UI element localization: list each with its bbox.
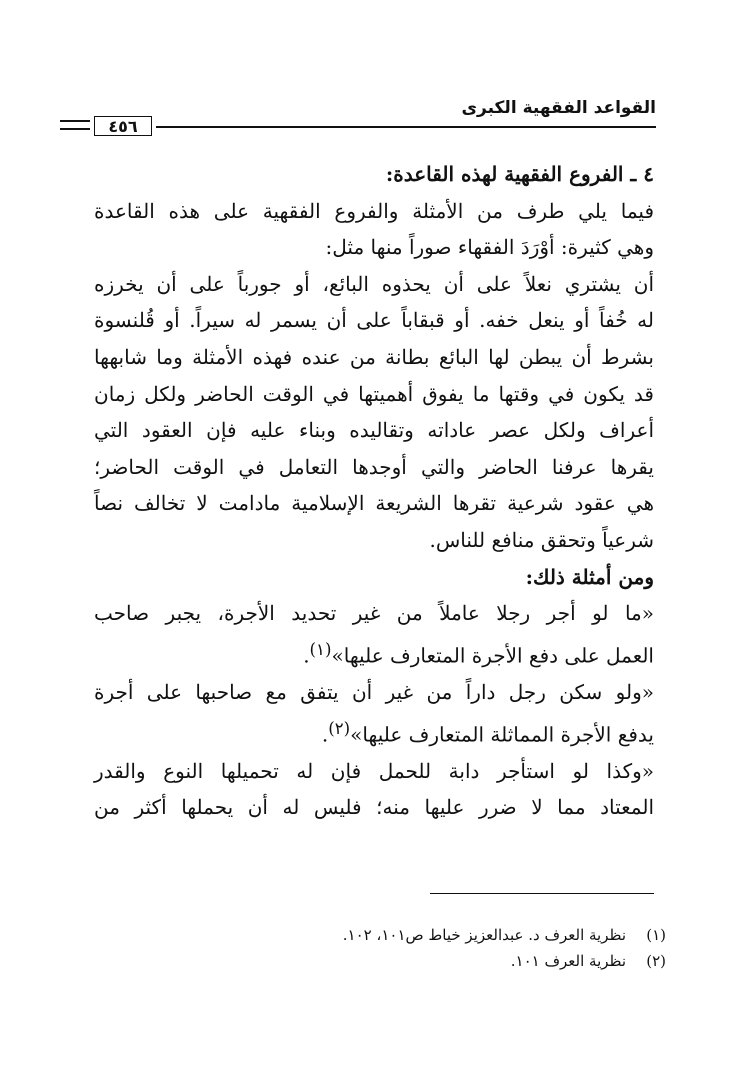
page-number: ٤٥٦	[94, 116, 152, 136]
footnote	[94, 948, 666, 974]
text-line: وهي كثيرة: أوْرَدَ الفقهاء صوراً منها مثل:	[325, 235, 654, 260]
text-line: أعراف ولكل عصر عاداته وتقاليده وبناء عليه فإن العقود التي	[94, 418, 654, 443]
header-rule	[60, 128, 90, 130]
header-rule	[156, 126, 656, 128]
running-title: القواعد الفقهية الكبرى	[461, 98, 656, 118]
footnote-text: نظرية العرف د. عبدالعزيز خياط ص١٠١، ١٠٢.	[342, 926, 626, 944]
text-line: العمل على دفع الأجرة المتعارف عليها»$^{(١)}$.	[303, 639, 654, 668]
text-line: «ولو سكن رجل داراً من غير أن يتفق مع صاحبها على أجرة	[94, 679, 654, 704]
footnote	[94, 922, 666, 948]
text-line: يدفع الأجرة المماثلة المتعارف عليها»$^{(٢)}$.	[321, 718, 654, 747]
footnote-separator	[430, 893, 654, 894]
examples-heading: ومن أمثلة ذلك:	[525, 564, 654, 589]
page-header	[94, 98, 656, 138]
quote-text: العمل على دفع الأجرة المتعارف عليها»	[331, 643, 654, 668]
text-line: أن يشتري نعلاً على أن يحذوه البائع، أو جورباً على أن يخرزه	[94, 271, 654, 296]
main-text	[94, 156, 654, 826]
text-line: قد يكون في وقتها ما يفوق أهميتها في الوقت الحاضر ولكل زمان	[94, 381, 654, 406]
text-line: المعتاد مما لا ضرر عليها منه؛ فليس له أن يحملها أكثر من	[94, 795, 654, 820]
footnote-number: (١)	[646, 926, 666, 944]
text-line: «ما لو أجر رجلا عاملاً من غير تحديد الأجرة، يجبر صاحب	[94, 601, 654, 626]
footnote-number: (٢)	[646, 952, 666, 970]
footnotes	[94, 922, 666, 974]
text-line: له خُفاً أو ينعل خفه. أو قبقاباً على أن يسمر له سيراً. أو قُلنسوة	[94, 308, 654, 333]
text-line: شرعياً وتحقق منافع للناس.	[429, 527, 654, 552]
text-line: يقرها عرفنا الحاضر والتي أوجدها التعامل في الوقت الحاضر؛	[94, 454, 654, 479]
header-rule	[60, 120, 90, 122]
footnote-ref: (١)	[309, 639, 332, 659]
quote-text: يدفع الأجرة المماثلة المتعارف عليها»	[350, 722, 654, 747]
section-heading: ٤ ـ الفروع الفقهية لهذه القاعدة:	[385, 162, 654, 186]
footnote-ref: (٢)	[328, 718, 351, 738]
text-line: «وكذا لو استأجر دابة للحمل فإن له تحميلها النوع والقدر	[94, 758, 654, 783]
text-line: هي عقود شرعية تقرها الشريعة الإسلامية مادامت لا تخالف نصاً	[94, 491, 654, 516]
text-line: فيما يلي طرف من الأمثلة والفروع الفقهية على هذه القاعدة	[94, 198, 654, 223]
footnote-text: نظرية العرف ١٠١.	[510, 952, 626, 970]
text-line: بشرط أن يبطن لها البائع بطانة من عنده فهذه الأمثلة وما شابهها	[94, 344, 654, 369]
